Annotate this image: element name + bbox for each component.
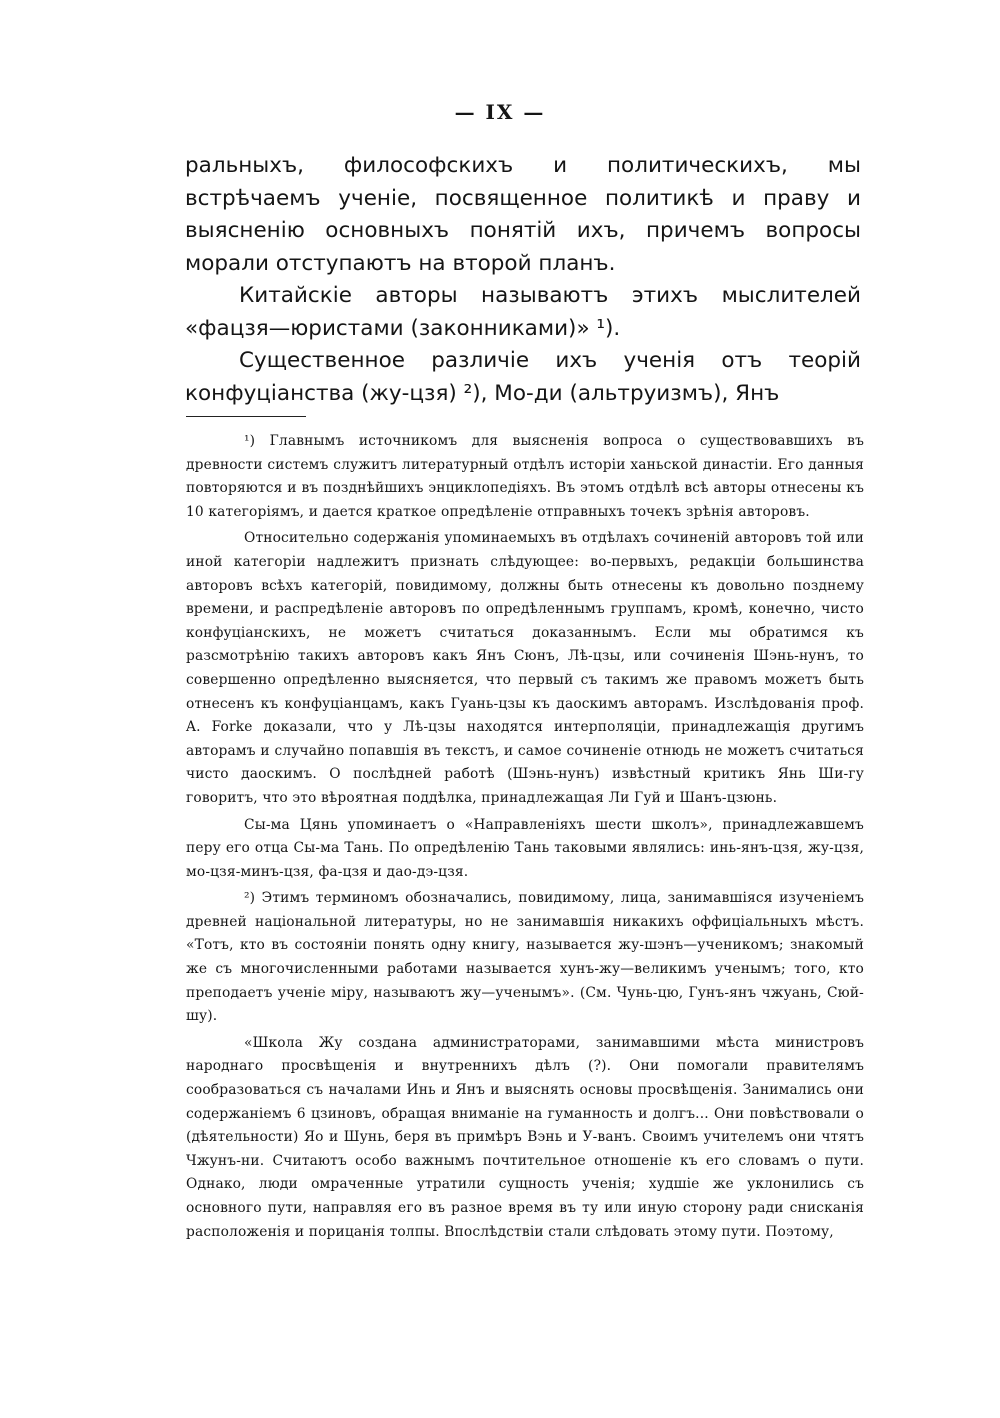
footnote-separator [186,416,306,417]
footnote-paragraph: ²) Этимъ терминомъ обозначались, повидимому, лица, занимавшіяся изученіемъ древней національной литературы, но не занимавшія никакихъ оффиціальныхъ мѣстъ. «Тотъ, кто въ состояніи понять одну книгу, называется жу-шэнъ—ученикомъ; знакомый же съ многочисленными работами называется хунъ-жу—великимъ ученымъ; того, кто преподаетъ ученіе міру, называютъ жу—ученымъ». (См. Чунь-цю, Гунъ-янъ чжуань, Сюй-шу). [186,890,864,1025]
main-paragraph: Существенное различіе ихъ ученія отъ теорій конфуціанства (жу-цзя) ²), Мо-ди (альтруизмъ), Янъ [185,348,861,406]
main-paragraph: Китайскіе авторы называютъ этихъ мыслителей «фацзя—юристами (законниками)» ¹). [185,283,861,341]
footnote-paragraph: «Школа Жу создана администраторами, занимавшими мѣста министровъ народнаго просвѣщенія и внутреннихъ дѣлъ (?). Они помогали правителямъ сообразоваться съ началами Инь и Янъ и выяснять основы просвѣщенія. Занимались они содержаніемъ 6 цзиновъ, обращая вниманіе на гуманность и долгъ... Они повѣствовали о (дѣятельности) Яо и Шунь, беря въ примѣръ Вэнь и У-ванъ. Своимъ учителемъ они чтятъ Чжунъ-ни. Считаютъ особо важнымъ почтительное отношеніе къ его словамъ о пути. Однако, люди омраченные утратили сущность ученія; худшіе же уклонились съ основного пути, направляя его въ разное время въ ту или иную сторону ради снисканія расположенія и порицанія толпы. Впослѣдствіи стали слѣдовать этому пути. Поэтому, [186,1034,864,1240]
main-paragraph: ральныхъ, философскихъ и политическихъ, мы встрѣчаемъ ученіе, посвященное политикѣ и праву и выясненію основныхъ понятій ихъ, причемъ вопросы морали отступаютъ на второй планъ. [185,153,861,276]
footnote-paragraph: ¹) Главнымъ источникомъ для выясненія вопроса о существовавшихъ въ древности системъ служитъ литературный отдѣлъ исторіи ханьской династіи. Его данныя повторяются и въ позднѣйшихъ энциклопедіяхъ. Въ этомъ отдѣлѣ всѣ авторы отнесены къ 10 категоріямъ, и дается краткое опредѣленіе отправныхъ точекъ зрѣнія авторовъ. [186,433,864,520]
footnote-paragraph: Относительно содержанія упоминаемыхъ въ отдѣлахъ сочиненій авторовъ той или иной категоріи надлежитъ признать слѣдующее: во-первыхъ, редакціи большинства авторовъ всѣхъ категорій, повидимому, должны быть отнесены къ довольно позднему времени, и распредѣленіе авторовъ по опредѣленнымъ группамъ, кромѣ, конечно, чисто конфуціанскихъ, не можетъ считаться доказаннымъ. Если мы обратимся къ разсмотрѣнію такихъ авторовъ какъ Янъ Сюнъ, Лѣ-цзы, или сочиненія Шэнь-нунъ, то совершенно опредѣленно выясняется, что первый съ такимъ же правомъ можетъ быть отнесенъ къ конфуціанцамъ, какъ Гуань-цзы къ даоскимъ авторамъ. Изслѣдованія проф. A. Forke доказали, что у Лѣ-цзы находятся интерполяціи, принадлежащія другимъ авторамъ и случайно попавшія въ текстъ, и самое сочиненіе отнюдь не можетъ считаться чисто даоскимъ. О послѣдней работѣ (Шэнь-нунъ) извѣстный критикъ Янь Ши-гу говоритъ, что это вѣроятная поддѣлка, принадлежащая Ли Гуй и Шанъ-цзюнь. [186,530,864,806]
main-text [185,150,861,410]
footnote-paragraph: Сы-ма Цянь упоминаетъ о «Направленіяхъ шести школъ», принадлежавшемъ перу его отца Сы-ма Тань. По опредѣленію Тань таковыми являлись: инь-янъ-цзя, жу-цзя, мо-цзя-минъ-цзя, фа-цзя и дао-дэ-цзя. [186,816,864,880]
page-number: — IX — [454,100,546,124]
footnotes [186,430,864,1247]
